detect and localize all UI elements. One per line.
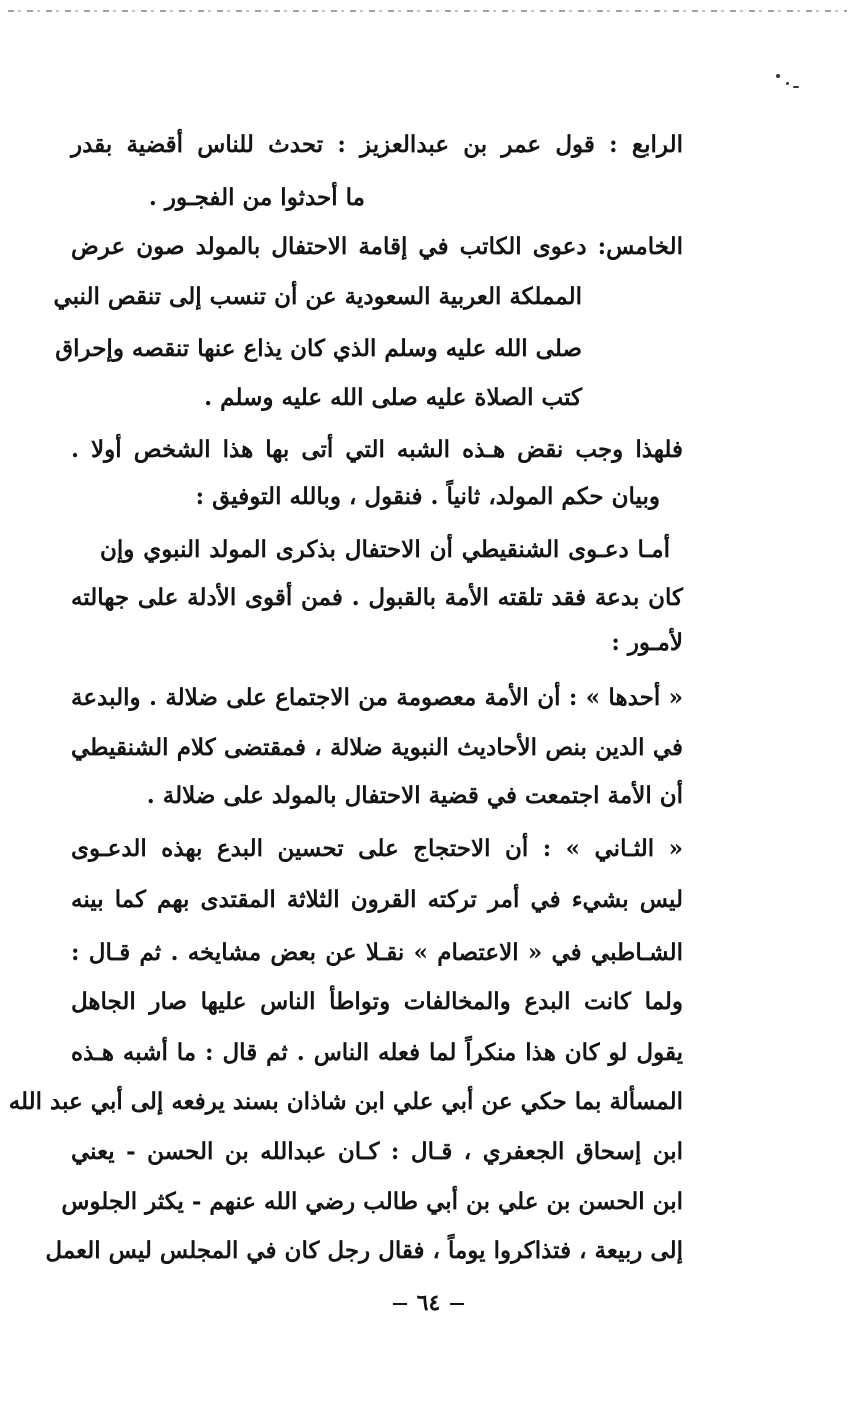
text-line-23: إلى ربيعة ، فتذاكروا يوماً ، فقال رجل كان في المجلس ليس العمل (45, 1237, 683, 1264)
scan-edge (8, 10, 847, 12)
text-line-6: كتب الصلاة عليه صلى الله عليه وسلم . (204, 384, 582, 411)
scan-speck (776, 74, 780, 78)
text-line-19: يقول لو كان هذا منكراً لما فعله الناس . ثم قال : ما أشبه هـذه (71, 1039, 683, 1066)
text-line-8: وبيان حكم المولد، ثانياً . فنقول ، وبالله التوفيق : (195, 483, 660, 510)
text-line-10: كان بدعة فقد تلقته الأمة بالقبول . فمن أقوى الأدلة على جهالته (71, 584, 683, 611)
text-line-18: ولما كانت البدع والمخالفات وتواطأ الناس عليها صار الجاهل (71, 988, 683, 1015)
scan-speck (786, 82, 789, 85)
text-line-2: ما أحدثوا من الفجـور . (148, 184, 365, 211)
text-line-22: ابن الحسن بن علي بن أبي طالب رضي الله عنهم - يكثر الجلوس (61, 1188, 683, 1215)
text-line-16: ليس بشيء في أمر تركته القرون الثلاثة المقتدى بهم كما بينه (71, 886, 683, 913)
page-number-dash (450, 1303, 464, 1305)
text-line-17: الشـاطبي في « الاعتصام » نقـلا عن بعض مشايخه . ثم قـال : (71, 939, 683, 966)
text-line-11: لأمـور : (611, 629, 683, 656)
text-line-15: « الثـاني » : أن الاحتجاج على تحسين البدع بهذه الدعـوى (71, 835, 683, 862)
text-line-20: المسألة بما حكي عن أبي علي ابن شاذان بسند يرفعه إلى أبي عبد الله (8, 1088, 683, 1115)
scan-speck (793, 86, 799, 88)
page-number-value: ٦٤ (416, 1290, 441, 1316)
page-number-dash (393, 1303, 407, 1305)
text-line-12: « أحدها » : أن الأمة معصومة من الاجتماع على ضلالة . والبدعة (71, 684, 683, 711)
text-line-7: فلهذا وجب نقض هـذه الشبه التي أتى بها هذا الشخص أولا . (71, 436, 683, 463)
text-line-1: الرابع : قول عمر بن عبدالعزيز : تحدث للناس أقضية بقدر (71, 131, 683, 158)
text-line-21: ابن إسحاق الجعفري ، قـال : كـان عبدالله بن الحسن - يعني (71, 1138, 683, 1165)
text-line-3: الخامس: دعوى الكاتب في إقامة الاحتفال بالمولد صون عرض (71, 233, 683, 260)
text-line-14: أن الأمة اجتمعت في قضية الاحتفال بالمولد على ضلالة . (146, 782, 683, 809)
page-number (0, 1290, 855, 1316)
text-line-9: أمـا دعـوى الشنقيطي أن الاحتفال بذكرى المولد النبوي وإن (100, 536, 670, 563)
text-line-5: صلى الله عليه وسلم الذي كان يذاع عنها تنقصه وإحراق (55, 335, 582, 362)
text-line-13: في الدين بنص الأحاديث النبوية ضلالة ، فمقتضى كلام الشنقيطي (71, 734, 683, 761)
text-line-4: المملكة العربية السعودية عن أن تنسب إلى تنقص النبي (53, 283, 582, 310)
